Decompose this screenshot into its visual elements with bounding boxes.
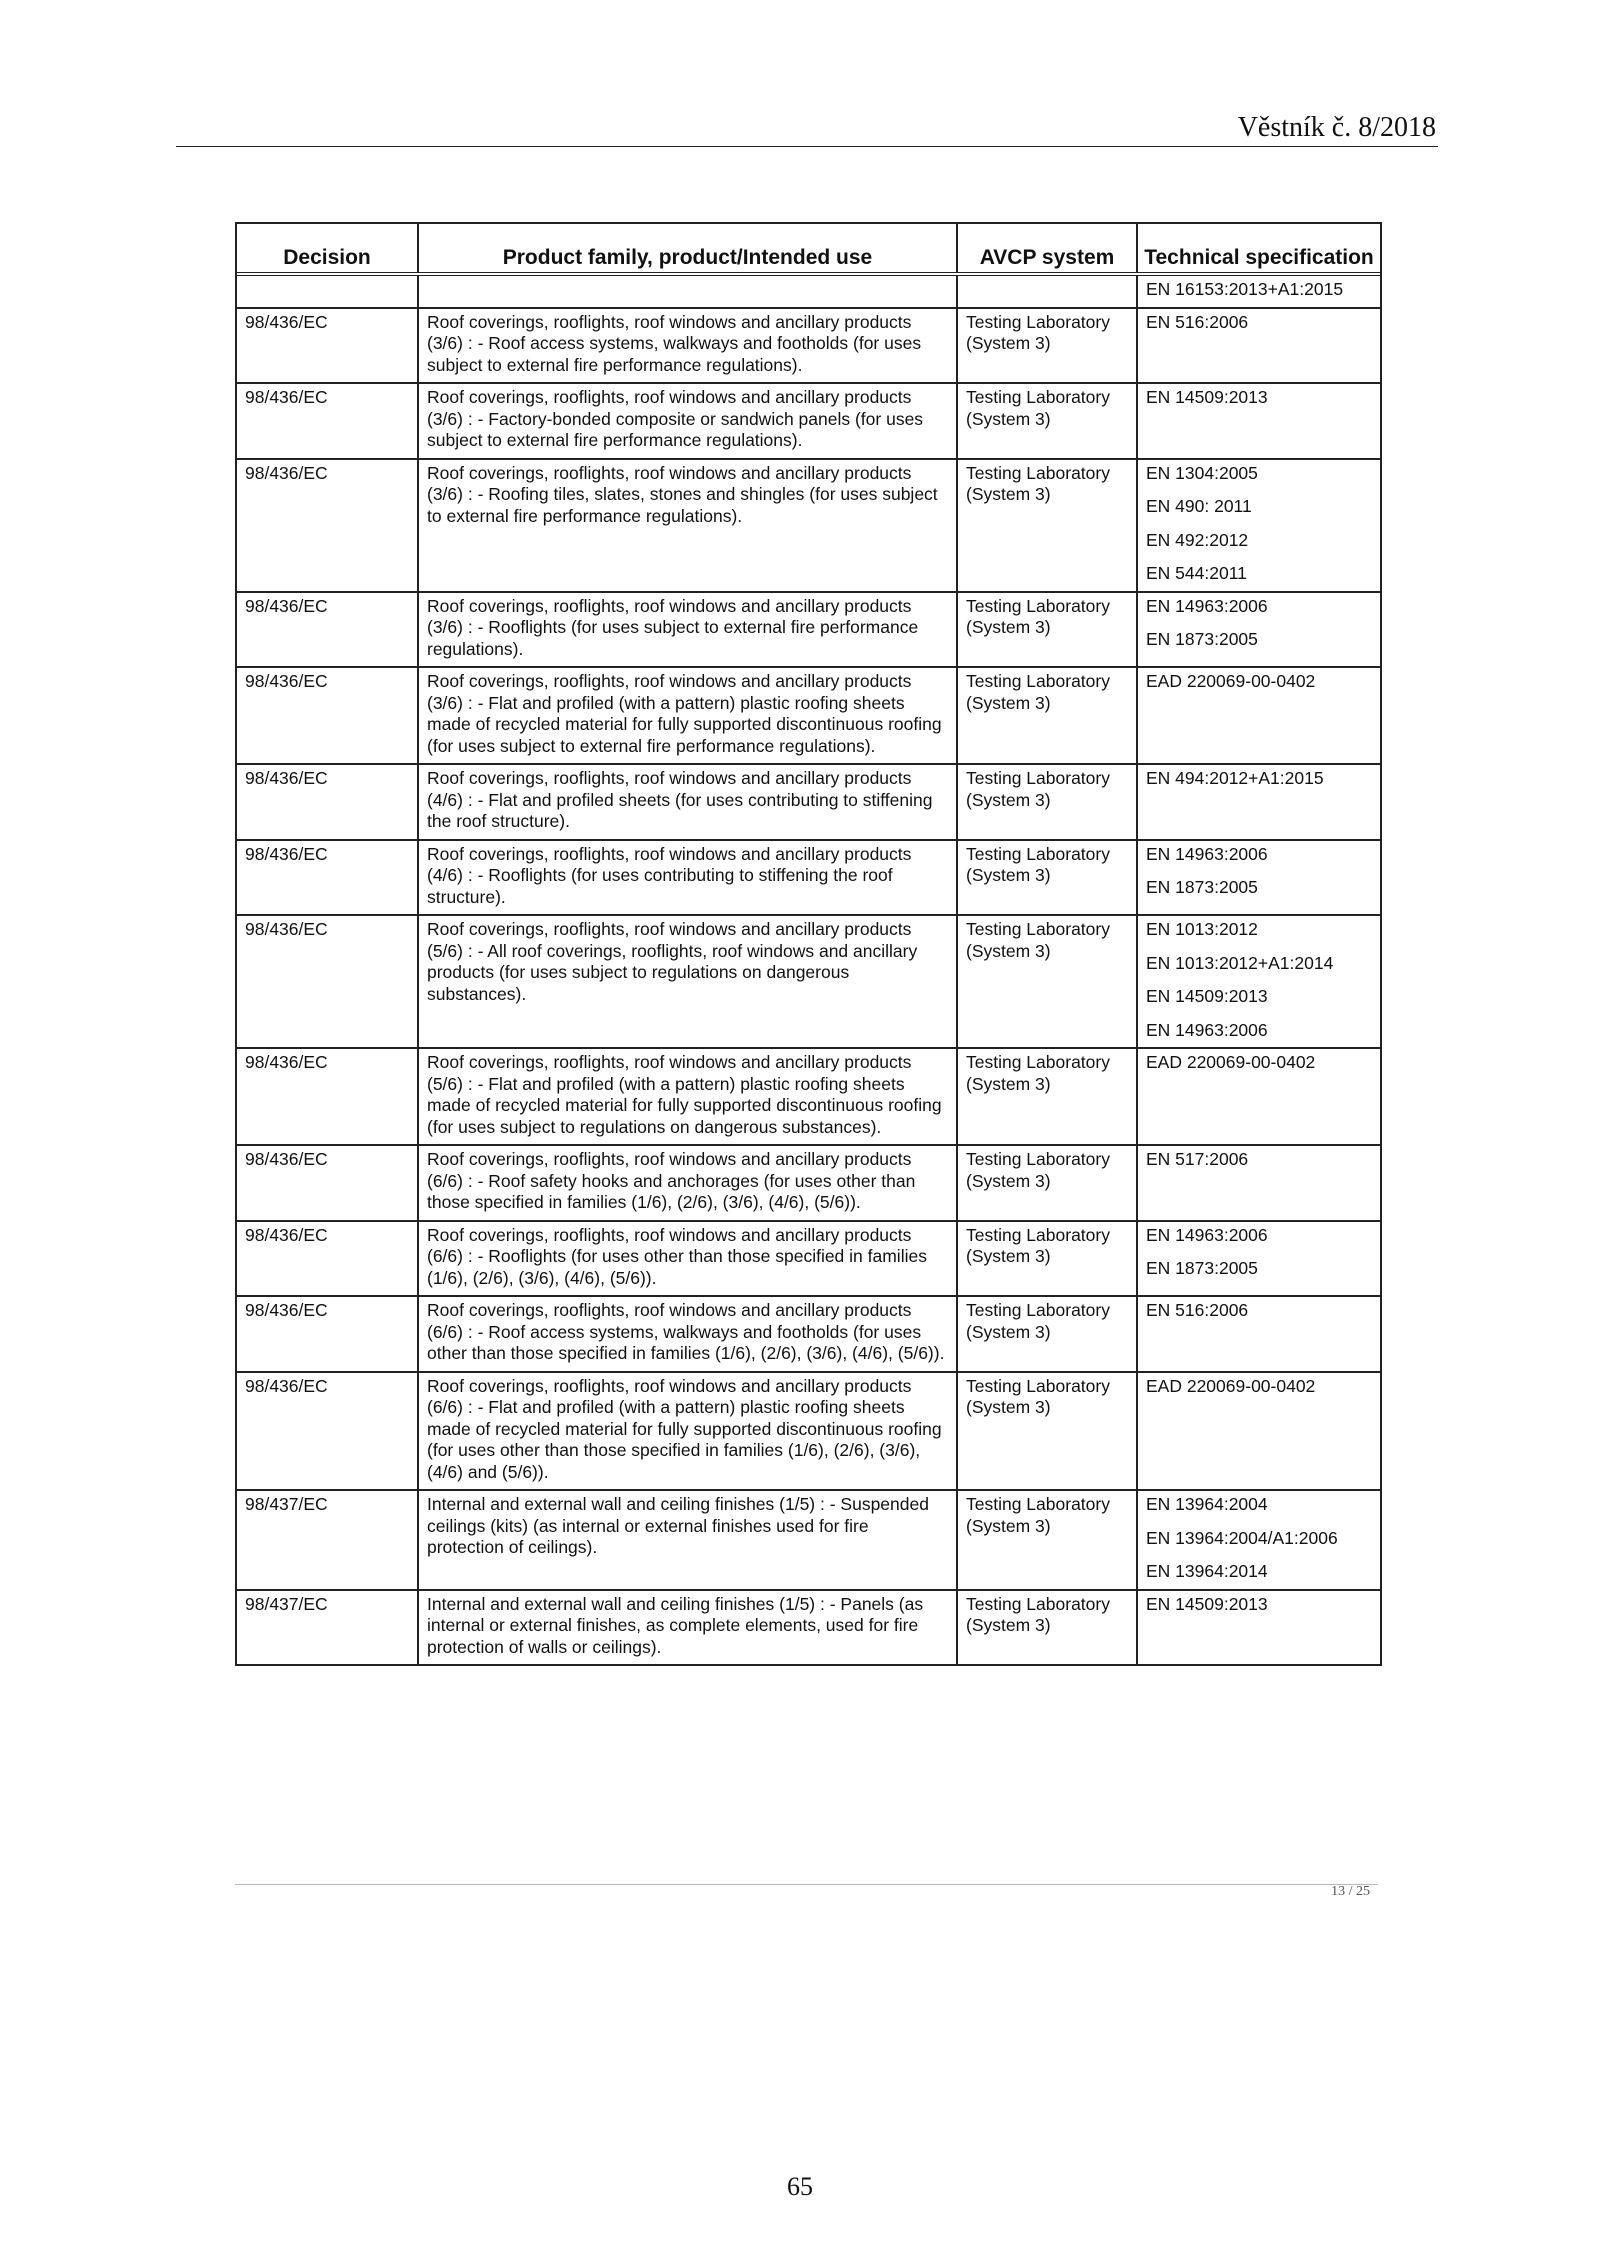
spec-cell: [1137, 1145, 1380, 1221]
spec-item: EN 1873:2005: [1146, 1258, 1258, 1278]
spec-item: EN 494:2012+A1:2015: [1146, 768, 1324, 788]
spec-cell: [1137, 459, 1380, 592]
spec-item: EN 14509:2013: [1146, 387, 1268, 407]
product-cell: Roof coverings, rooflights, roof windows and ancillary products (3/6) : - Factory-bonded composite or sandwich panels (for uses subject to external fire performance regulations).: [418, 383, 957, 459]
column-header-product: Product family, product/Intended use: [418, 224, 957, 274]
spec-item: EN 14509:2013: [1146, 986, 1268, 1006]
spec-item: EN 1873:2005: [1146, 629, 1258, 649]
spec-item: EN 1304:2005: [1146, 462, 1258, 483]
spec-item: EN 1873:2005: [1146, 877, 1258, 897]
spec-cell: [1137, 1490, 1380, 1590]
spec-item: EN 13964:2004/A1:2006: [1146, 1527, 1338, 1548]
table-row: [237, 1372, 1380, 1491]
spec-item: EN 13964:2014: [1146, 1561, 1268, 1581]
spec-item: EN 517:2006: [1146, 1149, 1249, 1169]
avcp-cell: Testing Laboratory (System 3): [957, 1490, 1137, 1590]
table-row: [237, 1145, 1380, 1221]
header-rule: [176, 146, 1438, 147]
product-cell: Roof coverings, rooflights, roof windows and ancillary products (6/6) : - Flat and profiled (with a pattern) plastic roofing sheets made of recycled material for fully supported discontinuous roofing (for uses other than those specified in families (1/6), (2/6), (3/6), (4/6) and (5/6)).: [418, 1372, 957, 1491]
product-cell: Roof coverings, rooflights, roof windows and ancillary products (6/6) : - Rooflights (for uses other than those specified in families (1/6), (2/6), (3/6), (4/6), (5/6)).: [418, 1221, 957, 1297]
table-body: [237, 274, 1380, 1664]
footer-rule: [235, 1884, 1378, 1885]
spec-cell: [1137, 1590, 1380, 1665]
table-row: [237, 1221, 1380, 1297]
avcp-cell: Testing Laboratory (System 3): [957, 1372, 1137, 1491]
spec-item: EN 13964:2004: [1146, 1494, 1268, 1514]
table-row: [237, 1490, 1380, 1590]
decision-cell: [237, 274, 418, 308]
decision-cell: 98/436/EC: [237, 1296, 418, 1372]
table-row: [237, 667, 1380, 764]
table-row: [237, 308, 1380, 384]
spec-cell: [1137, 1372, 1380, 1491]
spec-cell: [1137, 764, 1380, 840]
avcp-cell: Testing Laboratory (System 3): [957, 1221, 1137, 1297]
product-cell: Roof coverings, rooflights, roof windows and ancillary products (4/6) : - Rooflights (for uses contributing to stiffening the roof structure).: [418, 840, 957, 916]
table-row: [237, 274, 1380, 308]
spec-item: EN 14963:2006: [1146, 843, 1268, 864]
spec-cell: [1137, 308, 1380, 384]
page-count: 13 / 25: [1331, 1884, 1370, 1899]
product-cell: Roof coverings, rooflights, roof windows and ancillary products (6/6) : - Roof access systems, walkways and footholds (for uses other than those specified in families (1/6), (2/6), (3/6), (4/6), (5/6)).: [418, 1296, 957, 1372]
product-cell: Internal and external wall and ceiling finishes (1/5) : - Panels (as internal or external finishes, as complete elements, used for fire protection of walls or ceilings).: [418, 1590, 957, 1665]
decision-cell: 98/437/EC: [237, 1490, 418, 1590]
spec-item: EN 14963:2006: [1146, 1019, 1268, 1040]
spec-item: EAD 220069-00-0402: [1146, 671, 1316, 691]
decision-cell: 98/436/EC: [237, 1048, 418, 1145]
decision-cell: 98/436/EC: [237, 915, 418, 1048]
product-cell: Roof coverings, rooflights, roof windows and ancillary products (3/6) : - Flat and profiled (with a pattern) plastic roofing sheets made of recycled material for fully supported discontinuous roofing (for uses subject to external fire performance regulations).: [418, 667, 957, 764]
avcp-cell: Testing Laboratory (System 3): [957, 1145, 1137, 1221]
decision-cell: 98/436/EC: [237, 840, 418, 916]
spec-item: EN 16153:2013+A1:2015: [1146, 279, 1344, 299]
column-header-spec: Technical specification: [1137, 224, 1380, 274]
spec-item: EN 490: 2011: [1146, 496, 1252, 516]
spec-item: EN 1013:2012: [1146, 919, 1258, 939]
avcp-cell: Testing Laboratory (System 3): [957, 764, 1137, 840]
spec-item: EN 492:2012: [1146, 529, 1249, 550]
table-row: [237, 915, 1380, 1048]
table-row: [237, 1296, 1380, 1372]
product-cell: Roof coverings, rooflights, roof windows and ancillary products (3/6) : - Roofing tiles, slates, stones and shingles (for uses subject to external fire performance regulations).: [418, 459, 957, 592]
decision-cell: 98/436/EC: [237, 667, 418, 764]
table-row: [237, 592, 1380, 668]
product-cell: Roof coverings, rooflights, roof windows and ancillary products (4/6) : - Flat and profiled sheets (for uses contributing to stiffening the roof structure).: [418, 764, 957, 840]
spec-item: EAD 220069-00-0402: [1146, 1375, 1316, 1396]
product-cell: Roof coverings, rooflights, roof windows and ancillary products (6/6) : - Roof safety hooks and anchorages (for uses other than those specified in families (1/6), (2/6), (3/6), (4/6), (5/6)).: [418, 1145, 957, 1221]
avcp-cell: Testing Laboratory (System 3): [957, 1048, 1137, 1145]
column-header-avcp: AVCP system: [957, 224, 1137, 274]
avcp-cell: Testing Laboratory (System 3): [957, 915, 1137, 1048]
decision-cell: 98/436/EC: [237, 1221, 418, 1297]
spec-item: EN 14963:2006: [1146, 595, 1268, 616]
spec-cell: [1137, 667, 1380, 764]
table-row: [237, 1590, 1380, 1665]
avcp-cell: Testing Laboratory (System 3): [957, 667, 1137, 764]
spec-cell: [1137, 915, 1380, 1048]
decision-cell: 98/436/EC: [237, 1145, 418, 1221]
avcp-cell: [957, 274, 1137, 308]
product-cell: Roof coverings, rooflights, roof windows and ancillary products (5/6) : - All roof coverings, rooflights, roof windows and ancillary products (for uses subject to regulations on dangerous substances).: [418, 915, 957, 1048]
spec-cell: [1137, 383, 1380, 459]
product-cell: Roof coverings, rooflights, roof windows and ancillary products (3/6) : - Roof access systems, walkways and footholds (for uses subject to external fire performance regulations).: [418, 308, 957, 384]
avcp-cell: Testing Laboratory (System 3): [957, 1590, 1137, 1665]
decision-cell: 98/436/EC: [237, 1372, 418, 1491]
spec-cell: [1137, 1048, 1380, 1145]
product-cell: [418, 274, 957, 308]
decision-cell: 98/436/EC: [237, 764, 418, 840]
page-number: 65: [787, 2172, 813, 2201]
table-row: [237, 459, 1380, 592]
table-row: [237, 1048, 1380, 1145]
decision-cell: 98/436/EC: [237, 459, 418, 592]
product-cell: Internal and external wall and ceiling finishes (1/5) : - Suspended ceilings (kits) (as internal or external finishes used for fire protection of ceilings).: [418, 1490, 957, 1590]
spec-item: EN 516:2006: [1146, 1300, 1249, 1320]
spec-item: EN 1013:2012+A1:2014: [1146, 952, 1334, 973]
product-cell: Roof coverings, rooflights, roof windows and ancillary products (5/6) : - Flat and profiled (with a pattern) plastic roofing sheets made of recycled material for fully supported discontinuous roofing (for uses subject to regulations on dangerous substances).: [418, 1048, 957, 1145]
product-cell: Roof coverings, rooflights, roof windows and ancillary products (3/6) : - Rooflights (for uses subject to external fire performance regulations).: [418, 592, 957, 668]
spec-cell: [1137, 1221, 1380, 1297]
avcp-cell: Testing Laboratory (System 3): [957, 1296, 1137, 1372]
column-header-decision: Decision: [237, 224, 418, 274]
running-title: Věstník č. 8/2018: [1237, 112, 1436, 143]
decision-cell: 98/437/EC: [237, 1590, 418, 1665]
avcp-cell: Testing Laboratory (System 3): [957, 459, 1137, 592]
spec-item: EN 516:2006: [1146, 311, 1249, 332]
table-row: [237, 764, 1380, 840]
avcp-cell: Testing Laboratory (System 3): [957, 308, 1137, 384]
spec-cell: [1137, 1296, 1380, 1372]
decision-cell: 98/436/EC: [237, 383, 418, 459]
table-row: [237, 383, 1380, 459]
spec-item: EN 14509:2013: [1146, 1593, 1268, 1614]
spec-item: EAD 220069-00-0402: [1146, 1052, 1316, 1072]
decision-cell: 98/436/EC: [237, 308, 418, 384]
standards-table: [235, 222, 1382, 1666]
avcp-cell: Testing Laboratory (System 3): [957, 383, 1137, 459]
spec-item: EN 544:2011: [1146, 563, 1247, 583]
spec-cell: [1137, 840, 1380, 916]
spec-cell: [1137, 274, 1380, 308]
spec-item: EN 14963:2006: [1146, 1224, 1268, 1245]
table-row: [237, 840, 1380, 916]
decision-cell: 98/436/EC: [237, 592, 418, 668]
table-header-row: [237, 224, 1380, 274]
spec-cell: [1137, 592, 1380, 668]
avcp-cell: Testing Laboratory (System 3): [957, 592, 1137, 668]
avcp-cell: Testing Laboratory (System 3): [957, 840, 1137, 916]
